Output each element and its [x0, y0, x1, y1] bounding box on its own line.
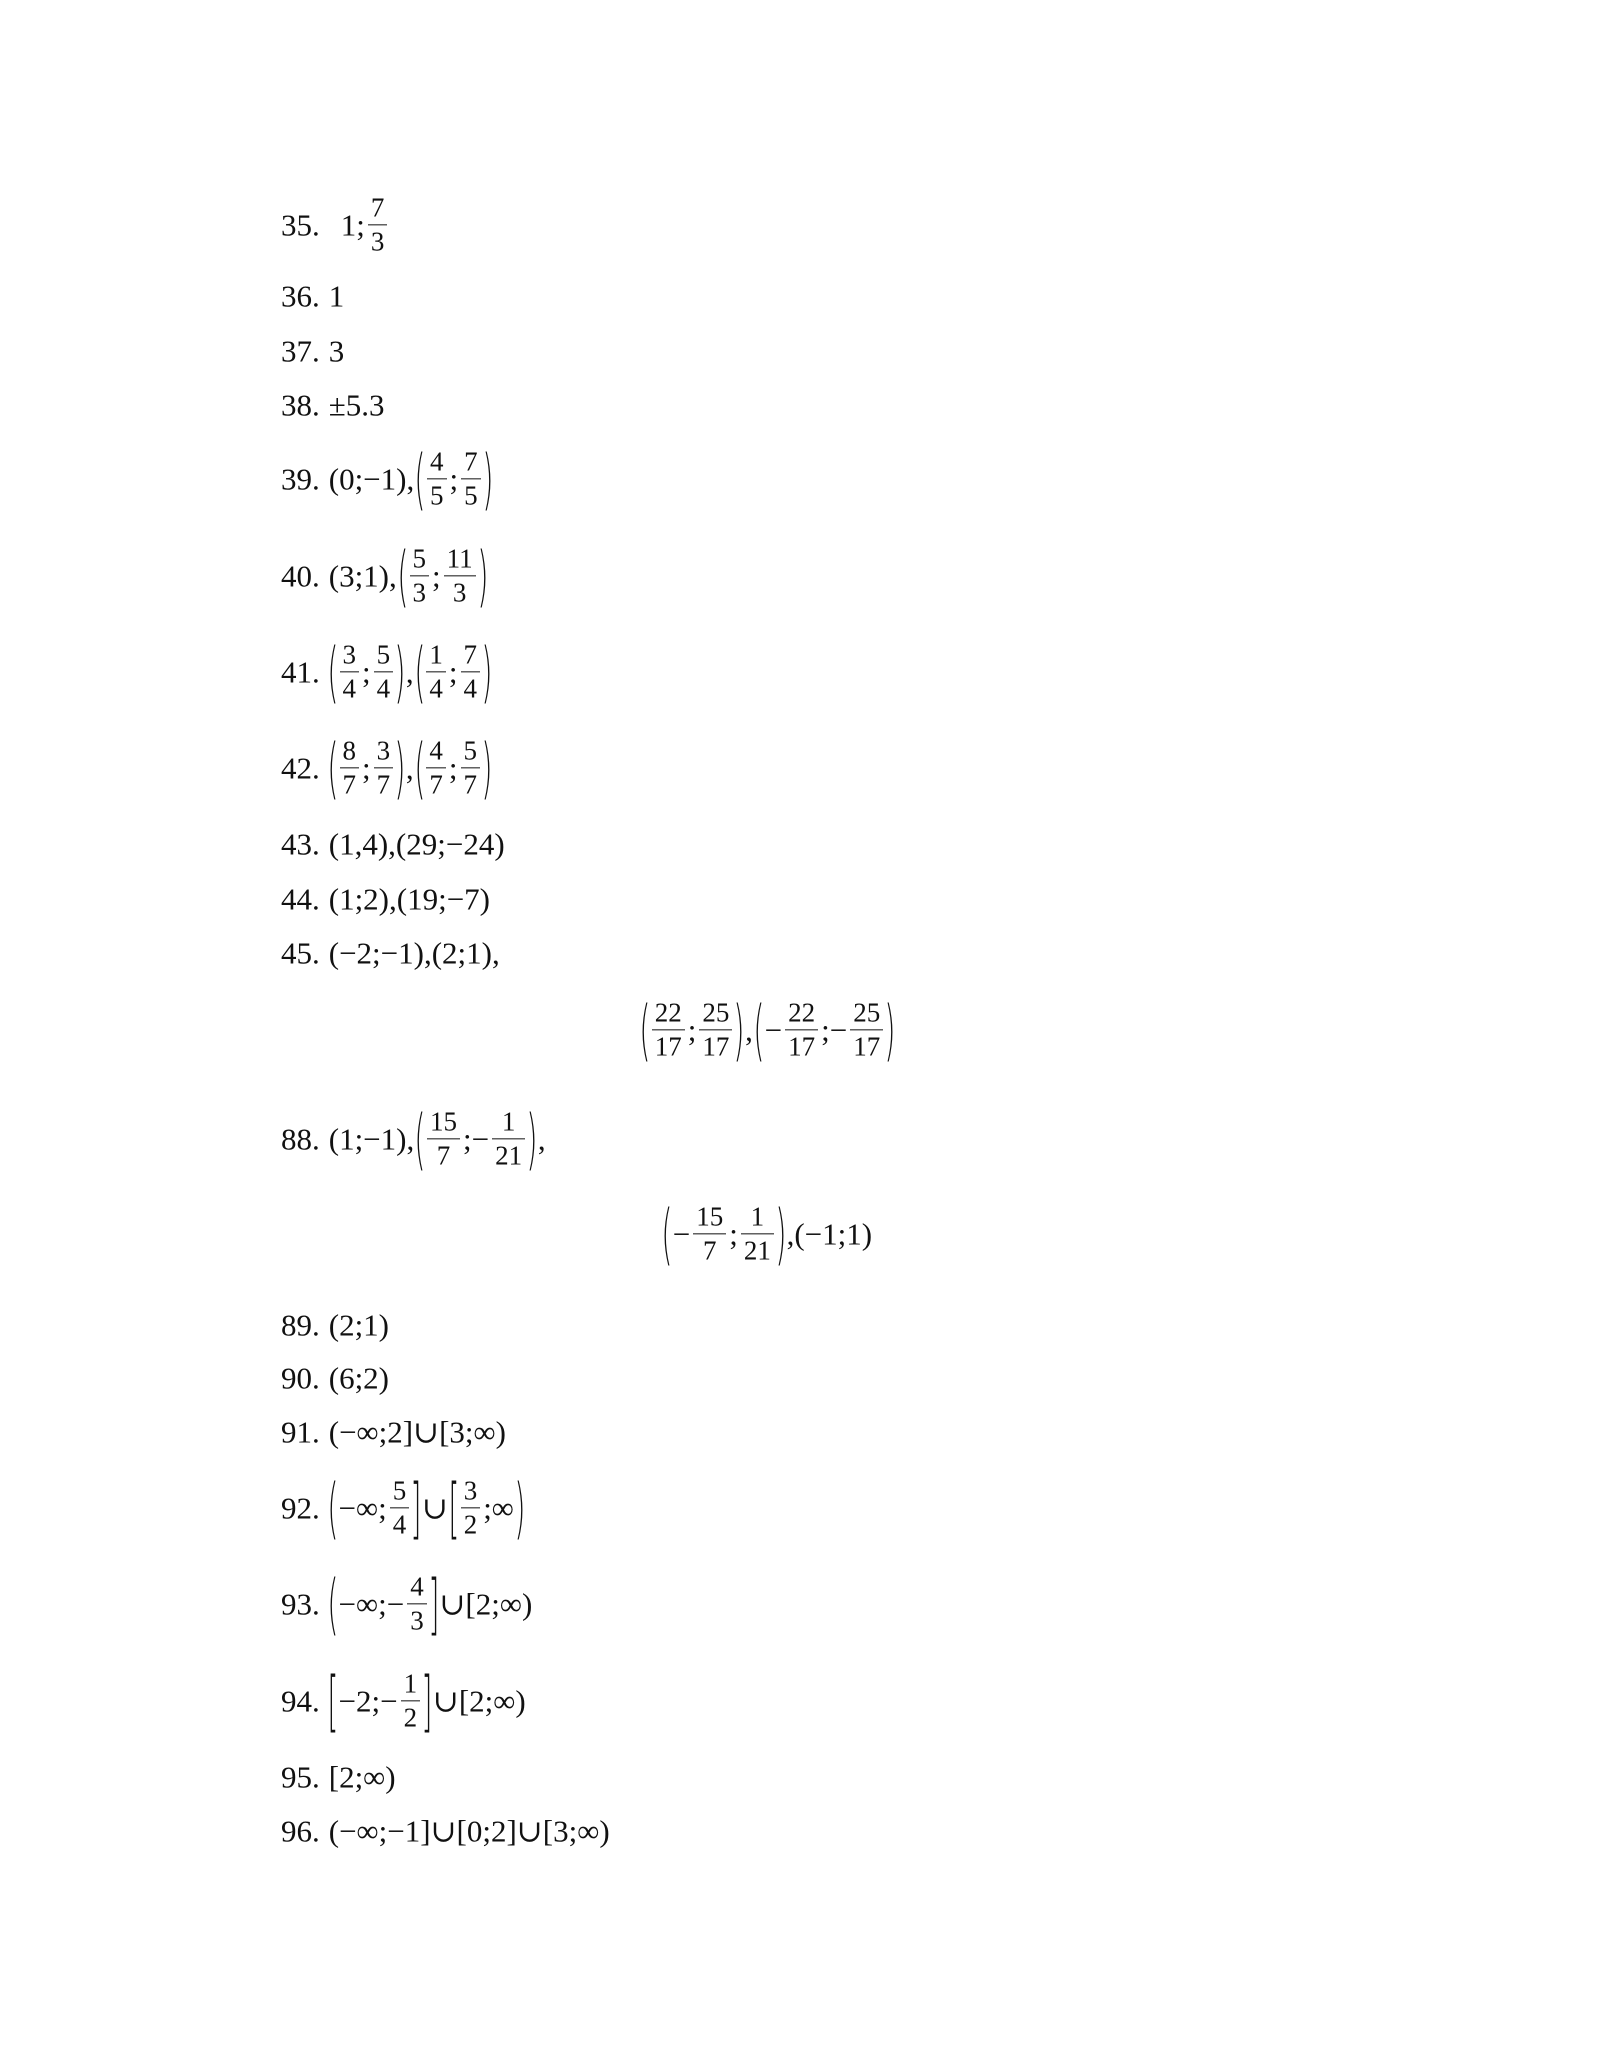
fraction — [461, 447, 481, 510]
answer-number: 91. — [281, 1414, 320, 1450]
answer-number: 93. — [281, 1586, 320, 1622]
answer-42 — [281, 729, 493, 807]
large-bracket: ( — [327, 729, 339, 807]
large-bracket: ( — [414, 729, 425, 807]
math-text: − — [672, 1216, 691, 1252]
fraction-denominator: 3 — [410, 576, 430, 608]
large-bracket: ( — [414, 1100, 426, 1178]
answer-number: 39. — [281, 461, 320, 497]
fraction-numerator: 15 — [696, 1201, 724, 1232]
fraction-denominator: 7 — [426, 768, 446, 800]
answer-38 — [281, 387, 386, 423]
answer-39 — [281, 440, 493, 518]
large-bracket: [ — [327, 1662, 339, 1740]
fraction-numerator: 1 — [403, 1668, 418, 1699]
answer-number: 90. — [281, 1360, 320, 1396]
answer-number: 92. — [281, 1490, 320, 1526]
math-text: ;− — [463, 1121, 490, 1157]
math-text: (−∞;−1]∪[0;2]∪[3;∞) — [328, 1813, 610, 1849]
math-text: (−2;−1),(2;1), — [328, 935, 500, 971]
answer-number: 88. — [281, 1121, 320, 1157]
fraction-numerator: 22 — [654, 997, 682, 1028]
answer-91 — [281, 1414, 507, 1450]
fraction — [444, 544, 476, 607]
fraction-denominator: 17 — [699, 1030, 732, 1062]
answer-44 — [281, 881, 491, 917]
large-bracket: ) — [884, 991, 896, 1069]
math-text: 3 — [328, 333, 345, 369]
fraction-numerator: 4 — [410, 1571, 424, 1602]
fraction-denominator: 5 — [427, 479, 447, 511]
answer-37 — [281, 333, 345, 369]
large-bracket: ) — [477, 537, 488, 615]
answer-number: 38. — [281, 387, 320, 423]
fraction — [492, 1107, 525, 1170]
large-bracket: ] — [410, 1469, 422, 1547]
fraction — [410, 544, 430, 607]
answer-number: 96. — [281, 1813, 320, 1849]
fraction-numerator: 3 — [463, 1475, 478, 1506]
large-bracket: ( — [397, 537, 409, 615]
fraction — [461, 736, 481, 799]
math-text: ; — [432, 558, 441, 594]
fraction-denominator: 4 — [374, 672, 394, 704]
math-text: (6;2) — [328, 1360, 390, 1396]
fraction-denominator: 7 — [427, 1139, 460, 1171]
large-bracket: ] — [421, 1662, 433, 1740]
math-text: (1;2),(19;−7) — [328, 881, 491, 917]
answer-95 — [281, 1759, 397, 1795]
large-bracket: [ — [448, 1469, 460, 1547]
fraction — [785, 998, 818, 1061]
fraction-numerator: 8 — [342, 735, 356, 766]
large-bracket: ) — [526, 1100, 538, 1178]
fraction-denominator: 3 — [368, 225, 388, 257]
fraction — [374, 640, 394, 703]
fraction-denominator: 5 — [461, 479, 481, 511]
fraction — [401, 1669, 421, 1732]
math-text: ; — [448, 654, 458, 690]
math-text: (2;1) — [328, 1307, 390, 1343]
fraction-numerator: 1 — [501, 1106, 516, 1137]
fraction-denominator: 17 — [785, 1030, 818, 1062]
fraction-numerator: 3 — [376, 735, 391, 766]
math-text: (1;−1), — [328, 1121, 415, 1157]
large-bracket: ) — [481, 729, 493, 807]
answer-36 — [281, 278, 345, 314]
math-text: ;∞ — [483, 1490, 514, 1526]
fraction-numerator: 5 — [392, 1475, 407, 1506]
fraction-denominator: 3 — [444, 576, 476, 608]
fraction-numerator: 11 — [446, 543, 473, 574]
answer-number: 44. — [281, 881, 320, 917]
fraction-numerator: 25 — [702, 997, 730, 1028]
fraction — [390, 1476, 410, 1539]
answer-88-continued — [661, 1195, 873, 1273]
answer-93 — [281, 1565, 533, 1643]
large-bracket: ( — [327, 633, 339, 711]
large-bracket: ) — [394, 729, 406, 807]
fraction-denominator: 17 — [652, 1030, 685, 1062]
fraction-denominator: 2 — [461, 1508, 481, 1540]
answer-number: 40. — [281, 558, 320, 594]
math-text: −∞;− — [338, 1586, 405, 1622]
fraction-denominator: 7 — [693, 1234, 726, 1266]
fraction-denominator: 4 — [461, 672, 481, 704]
fraction-denominator: 21 — [492, 1139, 525, 1171]
fraction — [693, 1202, 726, 1265]
fraction — [652, 998, 685, 1061]
large-bracket: ) — [394, 633, 406, 711]
math-text: ,(−1;1) — [786, 1216, 873, 1252]
fraction-denominator: 7 — [374, 768, 394, 800]
answer-number: 35. — [281, 207, 320, 243]
math-text: (3;1), — [328, 558, 397, 594]
math-text: − — [764, 1012, 783, 1048]
fraction — [374, 736, 394, 799]
fraction-numerator: 25 — [853, 997, 881, 1028]
large-bracket: ) — [775, 1195, 787, 1273]
math-text: ; — [449, 461, 459, 497]
math-text: , — [405, 750, 414, 786]
large-bracket: ) — [514, 1469, 526, 1547]
fraction-denominator: 4 — [426, 672, 446, 704]
math-text: ±5.3 — [328, 387, 385, 423]
math-text: [2;∞) — [328, 1759, 396, 1795]
fraction-numerator: 7 — [464, 446, 478, 477]
fraction-numerator: 4 — [430, 446, 444, 477]
fraction — [407, 1572, 427, 1635]
fraction — [426, 640, 446, 703]
fraction — [340, 640, 360, 703]
fraction-numerator: 1 — [429, 639, 443, 670]
fraction — [340, 736, 360, 799]
fraction-numerator: 15 — [430, 1106, 457, 1137]
large-bracket: ( — [661, 1195, 673, 1273]
answer-94 — [281, 1662, 527, 1740]
answer-number: 37. — [281, 333, 320, 369]
large-bracket: ( — [327, 1565, 339, 1643]
answer-number: 89. — [281, 1307, 320, 1343]
fraction-denominator: 4 — [390, 1508, 410, 1540]
math-text: (0;−1), — [328, 461, 415, 497]
answer-number: 94. — [281, 1683, 320, 1719]
large-bracket: ] — [428, 1565, 439, 1643]
math-text: (−∞;2]∪[3;∞) — [328, 1414, 506, 1450]
fraction-numerator: 5 — [376, 639, 391, 670]
fraction — [368, 193, 388, 256]
large-bracket: ( — [414, 440, 426, 518]
math-text: ∪[2;∞) — [439, 1586, 533, 1622]
answer-88 — [281, 1100, 547, 1178]
fraction — [461, 640, 481, 703]
large-bracket: ( — [753, 991, 765, 1069]
fraction-numerator: 5 — [412, 543, 427, 574]
answer-number: 95. — [281, 1759, 320, 1795]
answer-35 — [281, 193, 389, 256]
fraction-denominator: 7 — [461, 768, 481, 800]
fraction — [461, 1476, 481, 1539]
large-bracket: ) — [482, 440, 493, 518]
math-text: ; — [362, 750, 371, 786]
math-text: ; — [448, 750, 458, 786]
fraction-numerator: 4 — [429, 735, 443, 766]
large-bracket: ( — [639, 991, 651, 1069]
answer-41 — [281, 633, 493, 711]
fraction-numerator: 7 — [463, 639, 477, 670]
answer-90 — [281, 1360, 390, 1396]
fraction-denominator: 17 — [850, 1030, 883, 1062]
answer-96 — [281, 1813, 611, 1849]
fraction — [850, 998, 883, 1061]
answer-89 — [281, 1307, 390, 1343]
answer-number: 42. — [281, 750, 320, 786]
large-bracket: ( — [414, 633, 425, 711]
large-bracket: ) — [733, 991, 745, 1069]
fraction-numerator: 1 — [750, 1201, 765, 1232]
answer-43 — [281, 826, 506, 862]
fraction — [741, 1202, 774, 1265]
fraction-denominator: 4 — [340, 672, 360, 704]
answer-number: 36. — [281, 278, 320, 314]
math-text: , — [405, 654, 414, 690]
math-text: ;− — [821, 1012, 848, 1048]
answer-92 — [281, 1469, 526, 1547]
fraction — [426, 736, 446, 799]
math-text: 1 — [328, 278, 345, 314]
math-text: ∪[2;∞) — [432, 1683, 526, 1719]
answer-number: 45. — [281, 935, 320, 971]
fraction-denominator: 2 — [401, 1701, 421, 1733]
large-bracket: ) — [481, 633, 493, 711]
answer-number: 41. — [281, 654, 320, 690]
fraction-numerator: 7 — [370, 192, 385, 223]
answer-40 — [281, 537, 488, 615]
large-bracket: ( — [327, 1469, 339, 1547]
fraction — [427, 1107, 460, 1170]
answer-45 — [281, 935, 501, 971]
fraction-denominator: 7 — [340, 768, 360, 800]
fraction-numerator: 22 — [788, 997, 816, 1028]
math-text: ∪ — [421, 1490, 448, 1526]
math-text: ; — [362, 654, 371, 690]
fraction-numerator: 3 — [342, 639, 356, 670]
fraction-numerator: 5 — [463, 735, 477, 766]
answer-45-continued — [639, 991, 896, 1069]
math-text: , — [745, 1012, 753, 1048]
math-text: −∞; — [338, 1490, 387, 1526]
math-text: 1; — [340, 207, 365, 243]
math-text: −2;− — [338, 1683, 398, 1719]
math-text: , — [537, 1121, 546, 1157]
math-text: (1,4),(29;−24) — [328, 826, 505, 862]
fraction — [427, 447, 447, 510]
math-text: ; — [687, 1012, 697, 1048]
fraction-denominator: 3 — [407, 1604, 427, 1636]
fraction-denominator: 21 — [741, 1234, 774, 1266]
answer-number: 43. — [281, 826, 320, 862]
fraction — [699, 998, 732, 1061]
math-text: ; — [729, 1216, 738, 1252]
